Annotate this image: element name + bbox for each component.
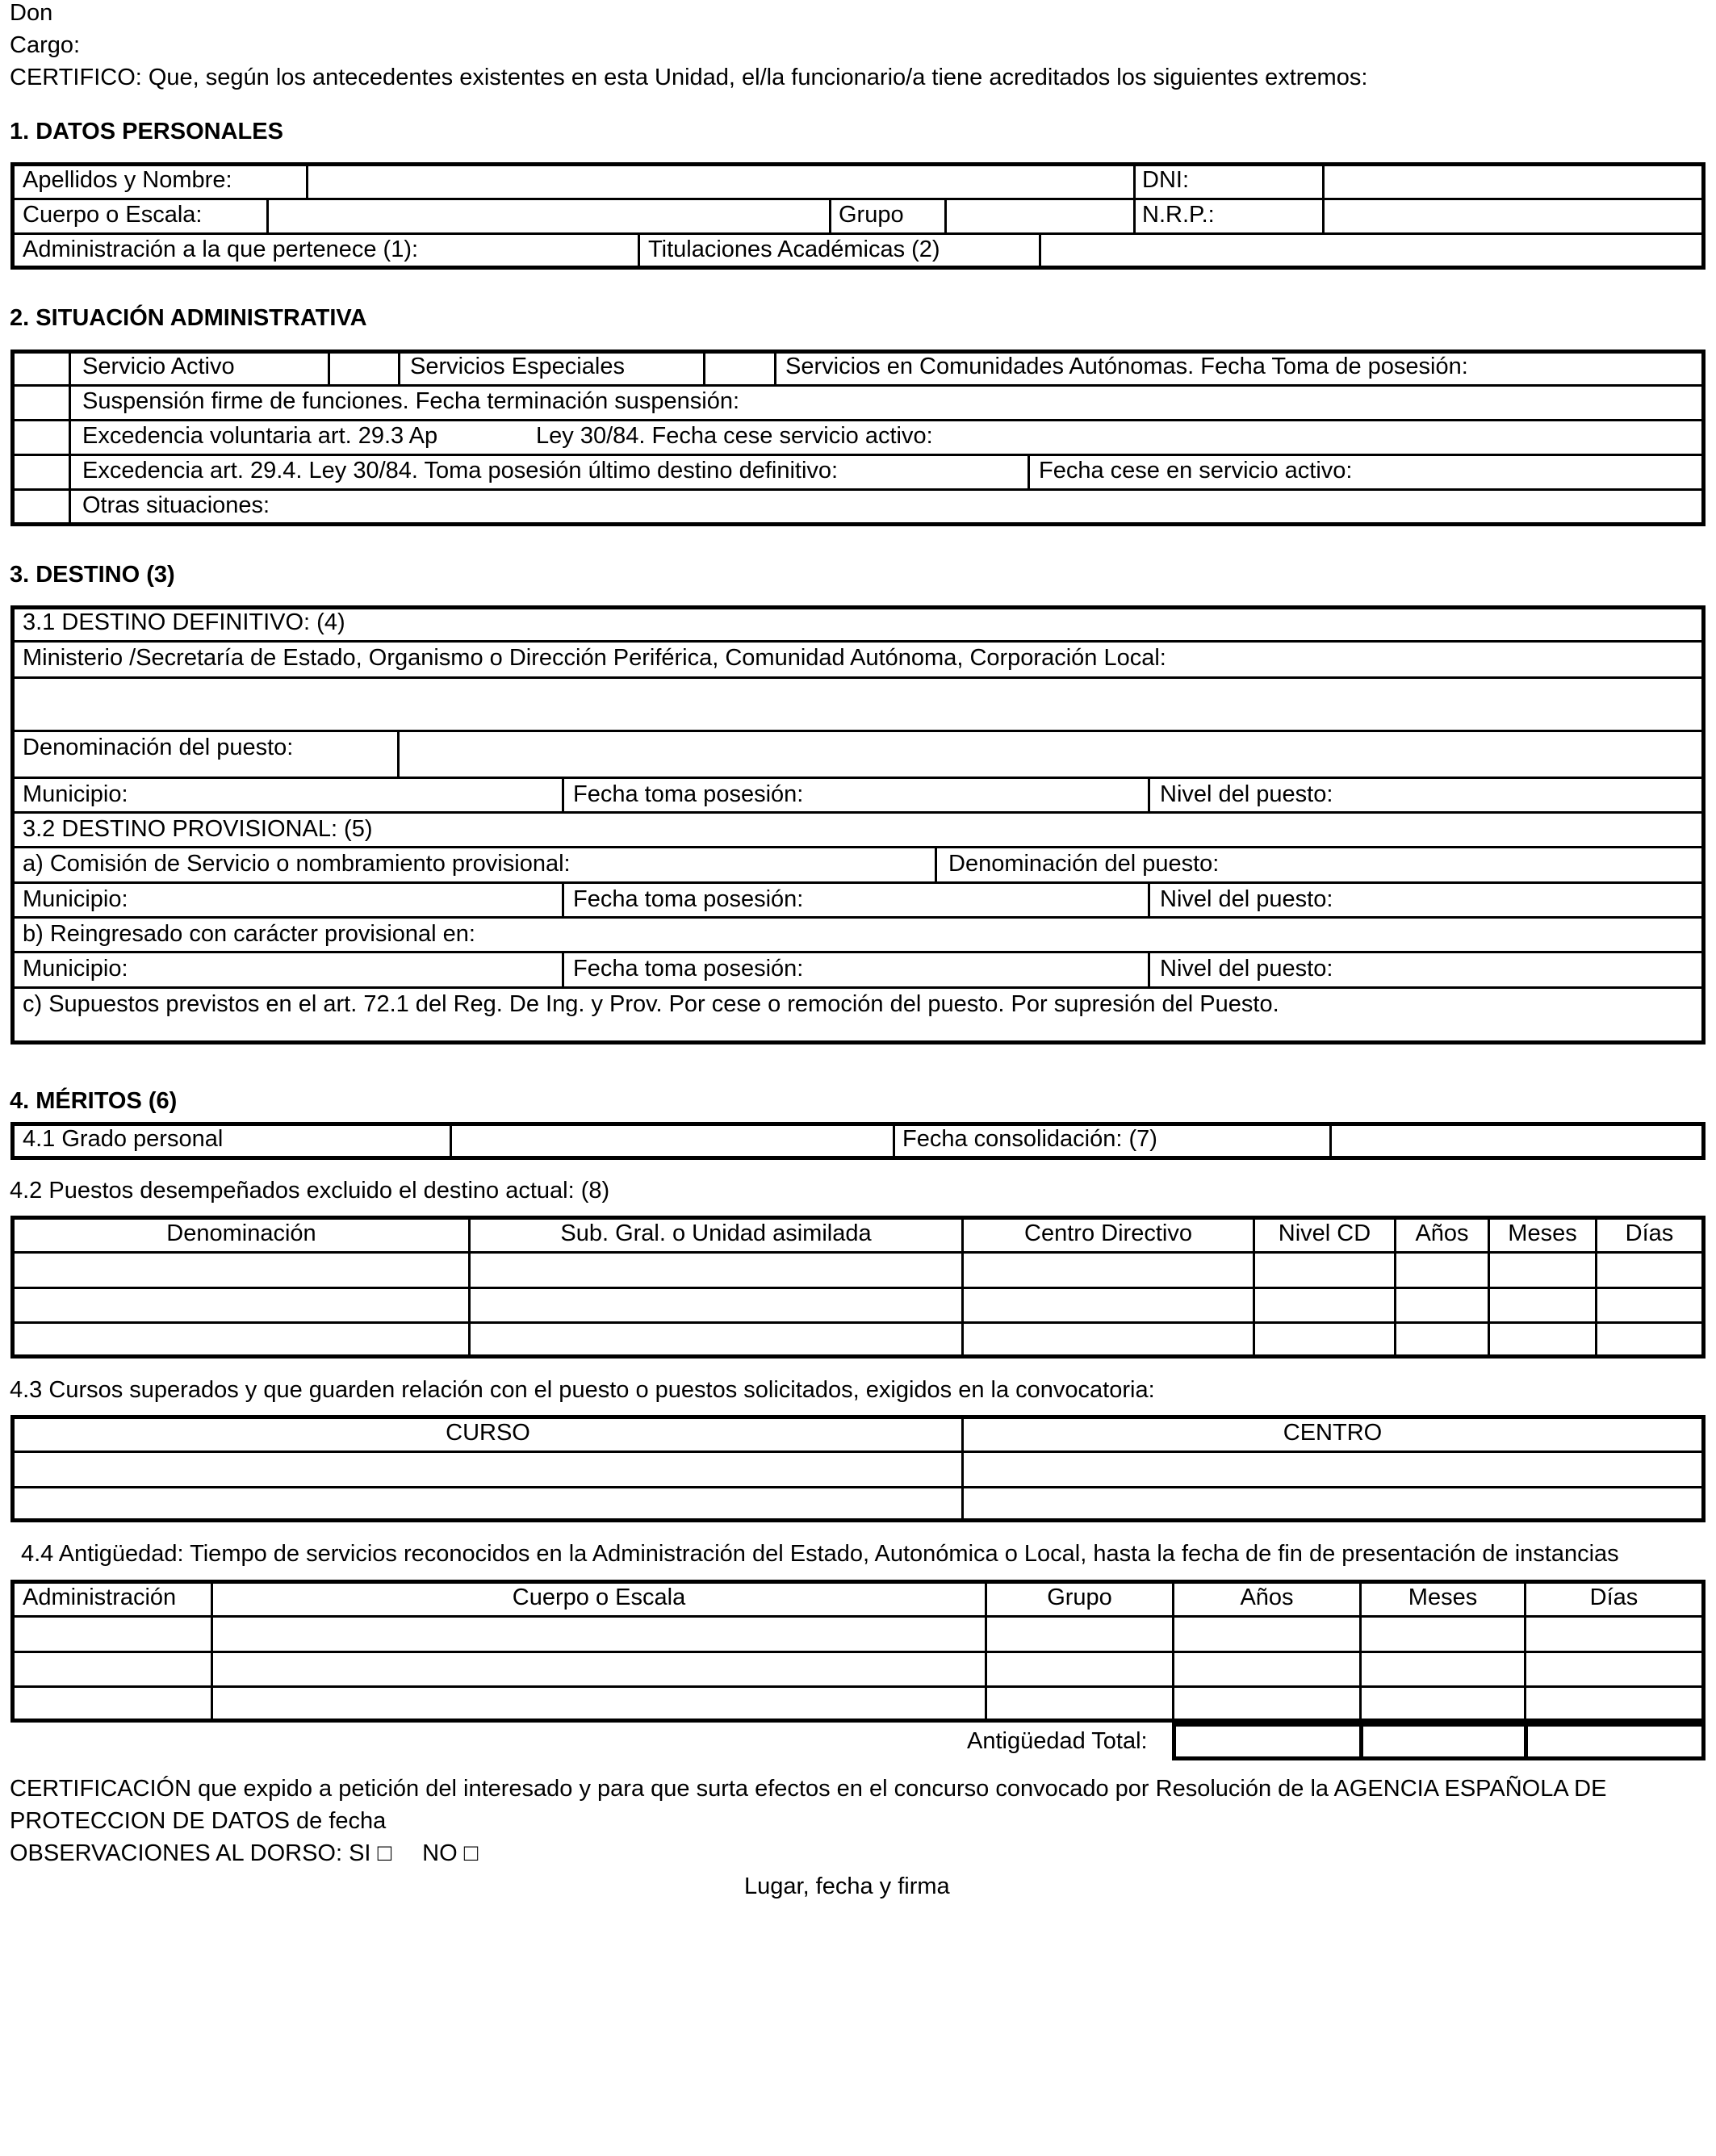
fecha-toma-label: Fecha toma posesión: (573, 956, 804, 982)
puestos-header-dias: Días (1625, 1220, 1674, 1246)
antig-header-meses: Meses (1408, 1585, 1478, 1610)
puestos-header-subgral: Sub. Gral. o Unidad asimilada (560, 1220, 872, 1246)
no-label: NO (422, 1840, 458, 1866)
don-line: Don (10, 0, 53, 26)
antig-header-cuerpo: Cuerpo o Escala (512, 1585, 686, 1610)
puestos-title: 4.2 Puestos desempeñados excluido el destino actual: (8) (10, 1178, 610, 1204)
puestos-header-centro: Centro Directivo (1024, 1220, 1192, 1246)
nivel-label: Nivel del puesto: (1160, 781, 1333, 807)
dni-label: DNI: (1142, 167, 1189, 193)
observaciones-line (10, 1837, 478, 1869)
section-4-title: 4. MÉRITOS (6) (10, 1088, 178, 1114)
puestos-header-anos: Años (1415, 1220, 1469, 1246)
certificacion-text-2: PROTECCION DE DATOS de fecha (10, 1808, 387, 1834)
municipio-label: Municipio: (23, 886, 128, 912)
cuerpo-label: Cuerpo o Escala: (23, 202, 203, 228)
destino-definitivo-label: 3.1 DESTINO DEFINITIVO: (4) (23, 609, 345, 635)
antig-header-dias: Días (1589, 1585, 1639, 1610)
checkbox-si[interactable]: □ (377, 1840, 392, 1866)
apellidos-label: Apellidos y Nombre: (23, 167, 232, 193)
nrp-label: N.R.P.: (1142, 202, 1215, 228)
ministerio-label: Ministerio /Secretaría de Estado, Organismo o Dirección Periférica, Comunidad Autónoma, Corporación Local: (23, 645, 1166, 671)
servicio-activo-label: Servicio Activo (82, 354, 235, 379)
cursos-header-centro: CENTRO (1283, 1420, 1383, 1446)
destino-provisional-label: 3.2 DESTINO PROVISIONAL: (5) (23, 816, 373, 842)
antig-header-anos: Años (1240, 1585, 1294, 1610)
excedencia-294-label: Excedencia art. 29.4. Ley 30/84. Toma posesión último destino definitivo: (82, 458, 839, 484)
otras-label: Otras situaciones: (82, 492, 270, 518)
puestos-header-meses: Meses (1508, 1220, 1577, 1246)
checkbox-no[interactable]: □ (463, 1840, 479, 1866)
municipio-label: Municipio: (23, 956, 128, 982)
nivel-label: Nivel del puesto: (1160, 956, 1333, 982)
grado-label: 4.1 Grado personal (23, 1126, 224, 1152)
nivel-label: Nivel del puesto: (1160, 886, 1333, 912)
certificacion-text: CERTIFICACIÓN que expido a petición del interesado y para que surta efectos en el concurso convocado por Resolución de la AGENCIA ESPAÑOLA DE (10, 1776, 1607, 1802)
denominacion2-label: Denominación del puesto: (948, 851, 1220, 877)
fecha-consolidacion-label: Fecha consolidación: (7) (902, 1126, 1157, 1152)
excedencia-voluntaria-label: Excedencia voluntaria art. 29.3 Ap (82, 423, 438, 449)
antiguedad-total-box (1172, 1723, 1706, 1760)
observaciones-label: OBSERVACIONES AL DORSO: SI (10, 1840, 371, 1866)
servicios-especiales-label: Servicios Especiales (410, 354, 625, 379)
servicios-ccaa-label: Servicios en Comunidades Autónomas. Fecha Toma de posesión: (785, 354, 1468, 379)
fecha-toma-label: Fecha toma posesión: (573, 886, 804, 912)
denominacion-label: Denominación del puesto: (23, 735, 294, 760)
reingresado-label: b) Reingresado con carácter provisional en: (23, 921, 475, 947)
comision-label: a) Comisión de Servicio o nombramiento provisional: (23, 851, 571, 877)
supuestos-label: c) Supuestos previstos en el art. 72.1 del Reg. De Ing. y Prov. Por cese o remoción del puesto. Por supresión del Puesto. (23, 991, 1279, 1017)
certifico-text: CERTIFICO: Que, según los antecedentes existentes en esta Unidad, el/la funcionario/a tiene acreditados los siguientes extremos: (10, 65, 1368, 90)
antiguedad-title: 4.4 Antigüedad: Tiempo de servicios reconocidos en la Administración del Estado, Autonómica o Local, hasta la fecha de fin de presentación de instancias (21, 1541, 1619, 1567)
grado-box (10, 1122, 1706, 1160)
grupo-label: Grupo (839, 202, 904, 228)
section-2-title: 2. SITUACIÓN ADMINISTRATIVA (10, 305, 367, 331)
cursos-title: 4.3 Cursos superados y que guarden relación con el puesto o puestos solicitados, exigidos en la convocatoria: (10, 1377, 1155, 1403)
antig-header-grupo: Grupo (1047, 1585, 1112, 1610)
puestos-header-denominacion: Denominación (166, 1220, 316, 1246)
fecha-toma-label: Fecha toma posesión: (573, 781, 804, 807)
administracion-label: Administración a la que pertenece (1): (23, 237, 419, 262)
titulaciones-label: Titulaciones Académicas (2) (648, 237, 940, 262)
municipio-label: Municipio: (23, 781, 128, 807)
section-3-title: 3. DESTINO (3) (10, 562, 175, 588)
ley-cese-label: Ley 30/84. Fecha cese servicio activo: (536, 423, 933, 449)
puestos-header-nivel: Nivel CD (1278, 1220, 1371, 1246)
antiguedad-total-label: Antigüedad Total: (967, 1728, 1148, 1754)
section-1-title: 1. DATOS PERSONALES (10, 119, 283, 144)
antig-header-administracion: Administración (23, 1585, 177, 1610)
cargo-line: Cargo: (10, 32, 81, 58)
suspension-label: Suspensión firme de funciones. Fecha terminación suspensión: (82, 388, 740, 414)
cursos-header-curso: CURSO (446, 1420, 530, 1446)
fecha-cese-label: Fecha cese en servicio activo: (1039, 458, 1353, 484)
lugar-fecha-firma: Lugar, fecha y firma (744, 1873, 950, 1899)
